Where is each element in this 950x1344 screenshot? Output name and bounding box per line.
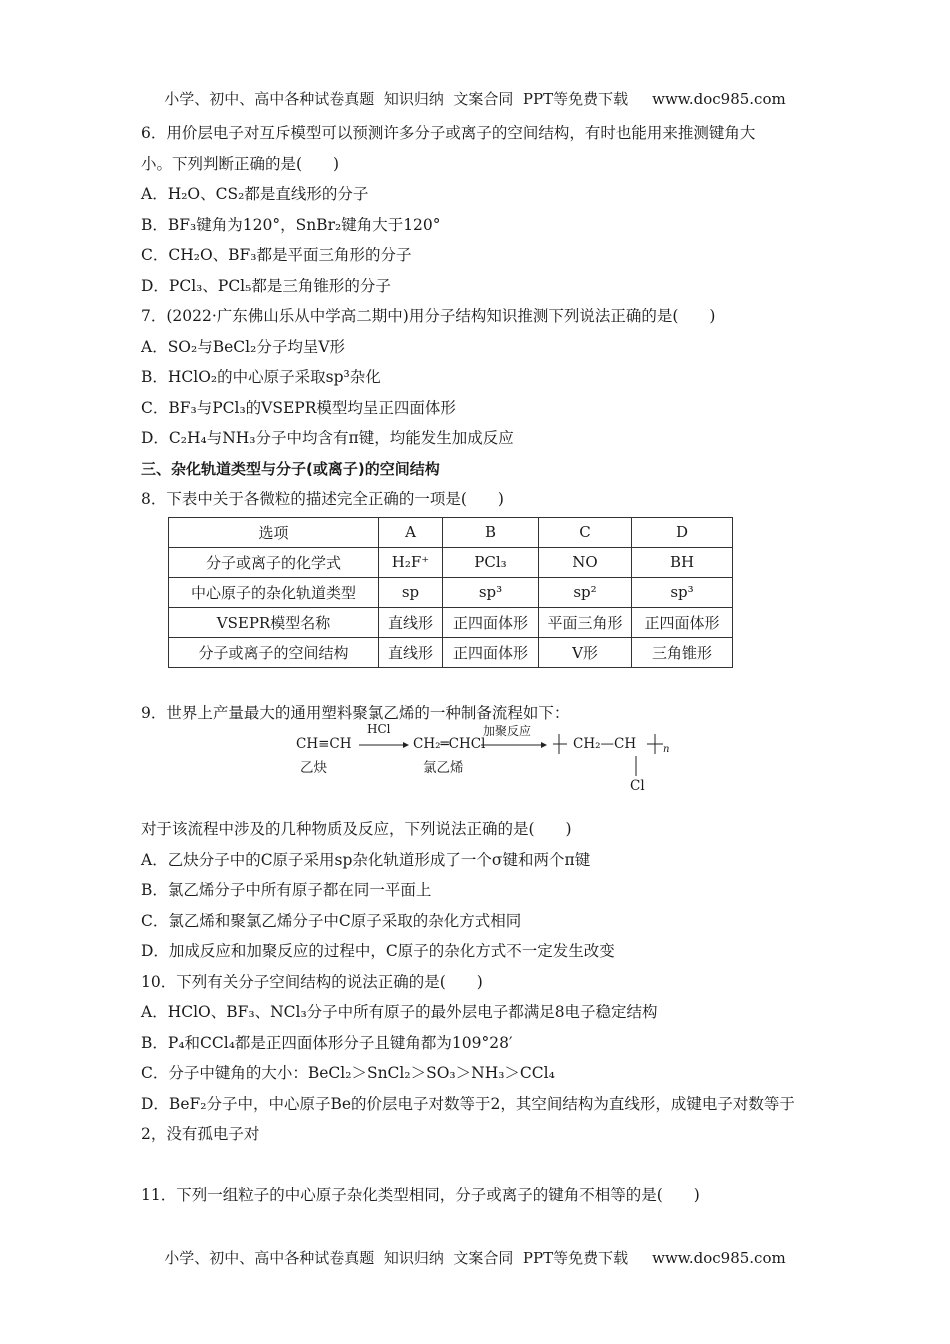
- scheme-reactant-name: 乙炔: [300, 760, 327, 776]
- q6-stem-line1: 6．用价层电子对互斥模型可以预测许多分子或离子的空间结构，有时也能用来推测键角大: [141, 124, 756, 142]
- table-cell: 分子或离子的空间结构: [169, 637, 379, 667]
- q7-option-d: D．C₂H₄与NH₃分子中均含有π键，均能发生加成反应: [141, 429, 514, 447]
- footer-url[interactable]: www.doc985.com: [652, 1249, 786, 1267]
- q6-option-c: C．CH₂O、BF₃都是平面三角形的分子: [141, 246, 412, 264]
- table-row: [169, 547, 733, 577]
- table-row: [169, 577, 733, 607]
- q7-option-a: A．SO₂与BeCl₂分子均呈V形: [141, 337, 346, 356]
- q6-stem-line2: 小。下列判断正确的是( ): [141, 154, 340, 173]
- table-header-cell: B: [443, 517, 539, 547]
- q9-stem: 9．世界上产量最大的通用塑料聚氯乙烯的一种制备流程如下：: [141, 703, 570, 722]
- q9-option-a: A．乙炔分子中的C原子采用sp杂化轨道形成了一个σ键和两个π键: [141, 850, 591, 869]
- scheme-substituent: Cl: [630, 778, 645, 794]
- question-8: [141, 484, 817, 668]
- q7-stem: 7．(2022·广东佛山乐从中学高二期中)用分子结构知识推测下列说法正确的是( ): [141, 307, 716, 325]
- table-cell: PCl₃: [443, 547, 539, 577]
- table-header-row: [169, 517, 733, 547]
- table-cell: 三角锥形: [632, 637, 733, 667]
- table-cell: 正四面体形: [443, 607, 539, 637]
- table-cell: sp³: [443, 577, 539, 607]
- table-cell: 平面三角形: [539, 607, 632, 637]
- question-6: [141, 118, 817, 301]
- q9-option-b: B．氯乙烯分子中所有原子都在同一平面上: [141, 881, 432, 899]
- document-body: [141, 118, 817, 1210]
- section-3-title: 三、杂化轨道类型与分子(或离子)的空间结构: [141, 459, 440, 478]
- scheme-product-subscript: n: [663, 744, 670, 755]
- table-cell: sp: [379, 577, 443, 607]
- table-header-cell: A: [379, 517, 443, 547]
- table-cell: sp²: [539, 577, 632, 607]
- page-header: [0, 88, 950, 109]
- table-cell: 分子或离子的化学式: [169, 547, 379, 577]
- scheme-intermediate: CH₂═CHCl: [413, 736, 486, 752]
- q11-stem: 11．下列一组粒子的中心原子杂化类型相同，分子或离子的键角不相等的是( ): [141, 1185, 700, 1204]
- q6-option-a: A．H₂O、CS₂都是直线形的分子: [141, 185, 369, 203]
- q8-stem: 8．下表中关于各微粒的描述完全正确的一项是( ): [141, 490, 504, 508]
- scheme-product: CH₂—CH: [573, 736, 637, 752]
- table-cell: V形: [539, 637, 632, 667]
- q10-stem: 10．下列有关分子空间结构的说法正确的是( ): [141, 972, 483, 991]
- q10-option-d: D．BeF₂分子中，中心原子Be的价层电子对数等于2，其空间结构为直线形，成键电子对数等于2，没有孤电子对: [141, 1094, 795, 1143]
- q10-option-a: A．HClO、BF₃、NCl₃分子中所有原子的最外层电子都满足8电子稳定结构: [141, 1003, 658, 1021]
- table-cell: H₂F⁺: [379, 547, 443, 577]
- table-cell: VSEPR模型名称: [169, 607, 379, 637]
- reaction-arrow-1: [359, 740, 409, 750]
- table-header-cell: D: [632, 517, 733, 547]
- spacer: [141, 1150, 817, 1180]
- scheme-intermediate-name: 氯乙烯: [423, 760, 464, 776]
- q9-intro: 对于该流程中涉及的几种物质及反应，下列说法正确的是( ): [141, 820, 572, 838]
- q10-option-c: C．分子中键角的大小：BeCl₂＞SnCl₂＞SO₃＞NH₃＞CCl₄: [141, 1064, 555, 1082]
- table-row: [169, 637, 733, 667]
- scheme-reagent-hcl: HCl: [367, 722, 391, 736]
- question-10: [141, 967, 817, 1150]
- table-cell: 直线形: [379, 607, 443, 637]
- q6-option-b: B．BF₃键角为120°，SnBr₂键角大于120°: [141, 215, 441, 234]
- q9-option-d: D．加成反应和加聚反应的过程中，C原子的杂化方式不一定发生改变: [141, 942, 615, 960]
- footer-text: 小学、初中、高中各种试卷真题 知识归纳 文案合同 PPT等免费下载: [164, 1249, 629, 1267]
- q9-option-c: C．氯乙烯和聚氯乙烯分子中C原子采取的杂化方式相同: [141, 911, 522, 930]
- table-cell: sp³: [632, 577, 733, 607]
- q8-table: [168, 517, 733, 668]
- scheme-reagent-polymerization: 加聚反应: [483, 724, 532, 738]
- q7-option-b: B．HClO₂的中心原子采取sp³杂化: [141, 368, 381, 386]
- table-cell: NO: [539, 547, 632, 577]
- table-header-cell: 选项: [169, 517, 379, 547]
- page-footer: [0, 1247, 950, 1268]
- table-cell: 正四面体形: [632, 607, 733, 637]
- table-cell: 正四面体形: [443, 637, 539, 667]
- header-text: 小学、初中、高中各种试卷真题 知识归纳 文案合同 PPT等免费下载: [164, 90, 629, 108]
- table-cell: 中心原子的杂化轨道类型: [169, 577, 379, 607]
- header-url[interactable]: www.doc985.com: [652, 90, 786, 108]
- reaction-arrow-2: [481, 740, 547, 750]
- question-7: [141, 301, 817, 454]
- q10-option-b: B．P₄和CCl₄都是正四面体形分子且键角都为109°28′: [141, 1033, 513, 1052]
- reaction-scheme: [141, 722, 817, 810]
- q7-option-c: C．BF₃与PCl₃的VSEPR模型均呈正四面体形: [141, 398, 456, 417]
- scheme-reactant: CH≡CH: [296, 736, 352, 752]
- question-9: [141, 698, 817, 967]
- question-11: [141, 1180, 817, 1211]
- q6-option-d: D．PCl₃、PCl₅都是三角锥形的分子: [141, 276, 391, 295]
- table-header-cell: C: [539, 517, 632, 547]
- table-row: [169, 607, 733, 637]
- table-cell: 直线形: [379, 637, 443, 667]
- table-cell: BH: [632, 547, 733, 577]
